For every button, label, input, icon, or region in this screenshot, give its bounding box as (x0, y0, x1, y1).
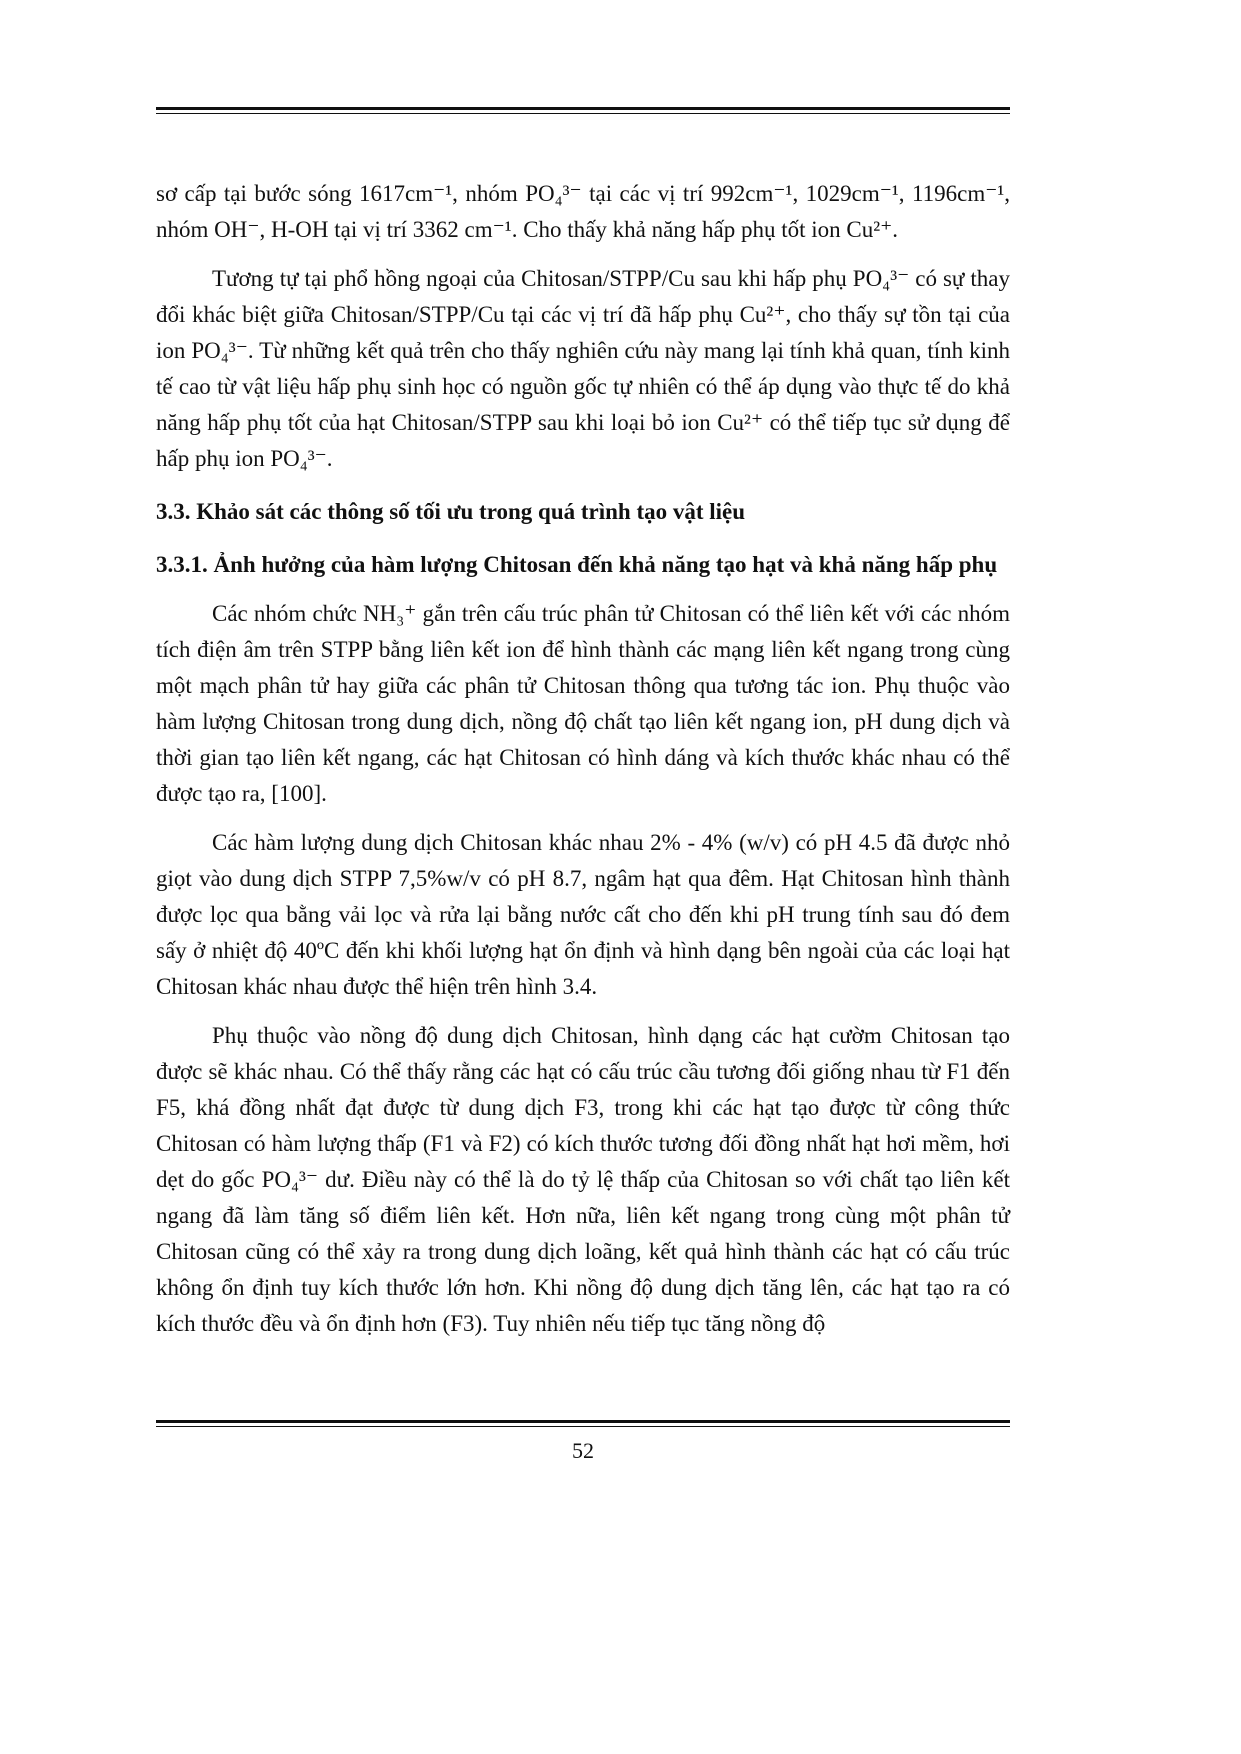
page-number: 52 (572, 1438, 594, 1463)
bottom-border-rule (156, 1420, 1010, 1427)
paragraph: Các hàm lượng dung dịch Chitosan khác nhau 2% - 4% (w/v) có pH 4.5 đã được nhỏ giọt vào dung dịch STPP 7,5%w/v có pH 8.7, ngâm hạt qua đêm. Hạt Chitosan hình thành được lọc qua bằng vải lọc và rửa lại bằng nước cất cho đến khi pH trung tính sau đó đem sấy ở nhiệt độ 40ºC đến khi khối lượng hạt ổn định và hình dạng bên ngoài của các loại hạt Chitosan khác nhau được thể hiện trên hình 3.4. (156, 830, 1010, 999)
page-content (156, 176, 1010, 1355)
paragraph: Tương tự tại phổ hồng ngoại của Chitosan/STPP/Cu sau khi hấp phụ PO₄³⁻ có sự thay đổi khác biệt giữa Chitosan/STPP/Cu tại các vị trí đã hấp phụ Cu²⁺, cho thấy sự tồn tại của ion PO₄³⁻. Từ những kết quả trên cho thấy nghiên cứu này mang lại tính khả quan, tính kinh tế cao từ vật liệu hấp phụ sinh học có nguồn gốc tự nhiên có thể áp dụng vào thực tế do khả năng hấp phụ tốt của hạt Chitosan/STPP sau khi loại bỏ ion Cu²⁺ có thể tiếp tục sử dụng để hấp phụ ion PO₄³⁻. (156, 266, 1010, 471)
section-heading-3-3: 3.3. Khảo sát các thông số tối ưu trong quá trình tạo vật liệu (156, 499, 746, 524)
paragraph: Các nhóm chức NH₃⁺ gắn trên cấu trúc phân tử Chitosan có thể liên kết với các nhóm tích điện âm trên STPP bằng liên kết ion để hình thành các mạng liên kết ngang trong cùng một mạch phân tử hay giữa các phân tử Chitosan thông qua tương tác ion. Phụ thuộc vào hàm lượng Chitosan trong dung dịch, nồng độ chất tạo liên kết ngang ion, pH dung dịch và thời gian tạo liên kết ngang, các hạt Chitosan có hình dáng và kích thước khác nhau có thể được tạo ra, [100]. (156, 601, 1010, 806)
paragraph: Phụ thuộc vào nồng độ dung dịch Chitosan, hình dạng các hạt cườm Chitosan tạo được sẽ khác nhau. Có thể thấy rằng các hạt có cấu trúc cầu tương đối giống nhau từ F1 đến F5, khá đồng nhất đạt được từ dung dịch F3, trong khi các hạt tạo được từ công thức Chitosan có hàm lượng thấp (F1 và F2) có kích thước tương đối đồng nhất hạt hơi mềm, hơi dẹt do gốc PO₄³⁻ dư. Điều này có thể là do tỷ lệ thấp của Chitosan so với chất tạo liên kết ngang đã làm tăng số điểm liên kết. Hơn nữa, liên kết ngang trong cùng một phân tử Chitosan cũng có thể xảy ra trong dung dịch loãng, kết quả hình thành các hạt có cấu trúc không ổn định tuy kích thước lớn hơn. Khi nồng độ dung dịch tăng lên, các hạt tạo ra có kích thước đều và ổn định hơn (F3). Tuy nhiên nếu tiếp tục tăng nồng độ (156, 1023, 1010, 1336)
paragraph-continuation: sơ cấp tại bước sóng 1617cm⁻¹, nhóm PO₄³⁻ tại các vị trí 992cm⁻¹, 1029cm⁻¹, 1196cm⁻¹, nhóm OH⁻, H-OH tại vị trí 3362 cm⁻¹. Cho thấy khả năng hấp phụ tốt ion Cu²⁺. (156, 181, 1010, 242)
top-border-rule (156, 107, 1010, 114)
subsection-heading-3-3-1: 3.3.1. Ảnh hưởng của hàm lượng Chitosan đến khả năng tạo hạt và khả năng hấp phụ (156, 552, 998, 577)
